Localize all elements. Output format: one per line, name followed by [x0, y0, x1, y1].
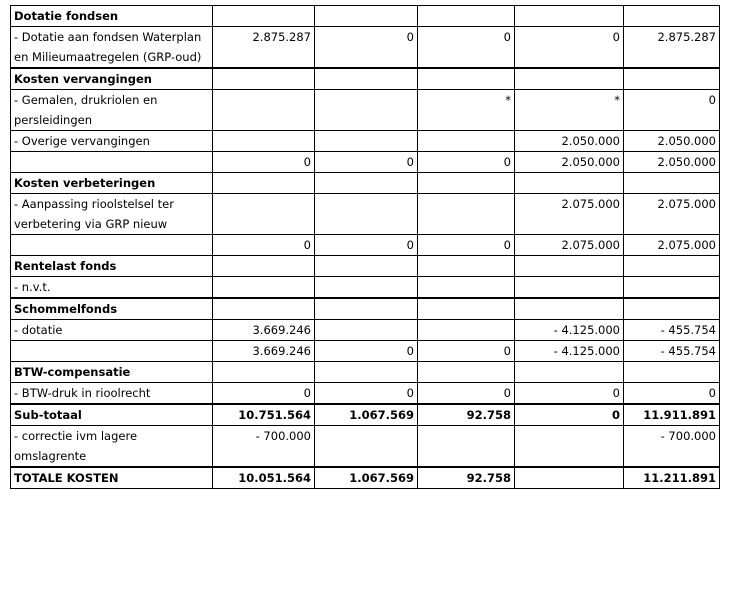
row-label-cell [11, 6, 213, 27]
value-cell [418, 194, 515, 235]
table-row [11, 27, 720, 68]
value-cell: - 455.754 [624, 341, 720, 362]
value-cell [515, 277, 624, 298]
value-cell [418, 131, 515, 152]
value-cell [315, 90, 418, 131]
table-row [11, 235, 720, 256]
row-label: - Aanpassing rioolstelsel ter verbetering via GRP nieuw [14, 197, 174, 231]
value-cell: 0 [418, 341, 515, 362]
value-cell: 0 [515, 27, 624, 68]
value-cell [418, 256, 515, 277]
row-label-cell [11, 383, 213, 404]
value-cell: 3.669.246 [213, 341, 315, 362]
row-label-cell [11, 235, 213, 256]
value-cell [624, 173, 720, 194]
section-header-row [11, 6, 720, 27]
value-cell [315, 426, 418, 467]
value-cell [515, 173, 624, 194]
value-cell [624, 277, 720, 298]
value-cell: 2.875.287 [624, 27, 720, 68]
value-cell: 0 [418, 383, 515, 404]
value-cell [624, 299, 720, 320]
value-cell [315, 256, 418, 277]
row-label-cell [11, 69, 213, 90]
value-cell: 0 [418, 152, 515, 173]
value-cell [515, 426, 624, 467]
row-label: - correctie ivm lagere omslagrente [14, 429, 138, 463]
row-label: - Overige vervangingen [14, 134, 150, 148]
value-cell: 92.758 [418, 405, 515, 426]
section-header-row [11, 69, 720, 90]
value-cell: 10.051.564 [213, 468, 315, 489]
section-header-row [11, 362, 720, 383]
value-cell [213, 131, 315, 152]
row-label-cell [11, 256, 213, 277]
row-label: BTW-compensatie [14, 365, 131, 379]
row-label-cell [11, 320, 213, 341]
value-cell [418, 299, 515, 320]
row-label-cell [11, 152, 213, 173]
value-cell [213, 173, 315, 194]
row-label-cell [11, 277, 213, 298]
row-label-cell [11, 426, 213, 467]
value-cell: 3.669.246 [213, 320, 315, 341]
table-row [11, 320, 720, 341]
value-cell [315, 69, 418, 90]
value-cell: 2.050.000 [624, 152, 720, 173]
value-cell: 10.751.564 [213, 405, 315, 426]
value-cell [213, 69, 315, 90]
value-cell [624, 256, 720, 277]
value-cell [213, 362, 315, 383]
value-cell [213, 194, 315, 235]
row-label: Schommelfonds [14, 302, 118, 316]
value-cell [515, 299, 624, 320]
value-cell: * [515, 90, 624, 131]
value-cell: 0 [315, 152, 418, 173]
value-cell [418, 6, 515, 27]
value-cell: 0 [515, 405, 624, 426]
value-cell: - 4.125.000 [515, 341, 624, 362]
value-cell: 0 [418, 27, 515, 68]
row-label: Dotatie fondsen [14, 9, 119, 23]
value-cell: 0 [315, 341, 418, 362]
value-cell [315, 277, 418, 298]
section-header-row [11, 299, 720, 320]
value-cell: 2.075.000 [515, 194, 624, 235]
value-cell: - 4.125.000 [515, 320, 624, 341]
row-label-cell [11, 405, 213, 426]
value-cell: 2.050.000 [515, 131, 624, 152]
value-cell [515, 468, 624, 489]
value-cell [213, 299, 315, 320]
row-label-cell [11, 468, 213, 489]
value-cell: - 455.754 [624, 320, 720, 341]
value-cell: 0 [418, 235, 515, 256]
row-label-cell [11, 173, 213, 194]
row-label: - n.v.t. [14, 280, 51, 294]
value-cell: 0 [515, 383, 624, 404]
value-cell: 2.875.287 [213, 27, 315, 68]
row-label: TOTALE KOSTEN [14, 471, 119, 485]
value-cell: 11.911.891 [624, 405, 720, 426]
row-label: - dotatie [14, 323, 63, 337]
table-row [11, 277, 720, 298]
value-cell [315, 131, 418, 152]
table-row [11, 383, 720, 404]
value-cell: 0 [315, 27, 418, 68]
value-cell [418, 69, 515, 90]
value-cell: 0 [213, 152, 315, 173]
value-cell: 0 [624, 383, 720, 404]
value-cell [315, 299, 418, 320]
table-row [11, 152, 720, 173]
table-row [11, 90, 720, 131]
value-cell [315, 362, 418, 383]
value-cell [418, 277, 515, 298]
value-cell: 2.075.000 [624, 194, 720, 235]
value-cell [315, 6, 418, 27]
value-cell: 11.211.891 [624, 468, 720, 489]
value-cell [315, 320, 418, 341]
table-row [11, 194, 720, 235]
value-cell [418, 362, 515, 383]
value-cell: - 700.000 [624, 426, 720, 467]
row-label: - Dotatie aan fondsen Waterplan en Milieumaatregelen (GRP-oud) [14, 30, 202, 64]
value-cell [418, 426, 515, 467]
section-header-row [11, 173, 720, 194]
row-label-cell [11, 90, 213, 131]
value-cell: 2.075.000 [624, 235, 720, 256]
row-label-cell [11, 27, 213, 68]
section-header-row [11, 468, 720, 489]
section-header-row [11, 405, 720, 426]
value-cell [213, 90, 315, 131]
value-cell [624, 69, 720, 90]
value-cell [315, 194, 418, 235]
value-cell: 92.758 [418, 468, 515, 489]
value-cell [515, 6, 624, 27]
cost-table [10, 5, 720, 489]
value-cell: - 700.000 [213, 426, 315, 467]
section-header-row [11, 256, 720, 277]
value-cell: 1.067.569 [315, 468, 418, 489]
table-row [11, 131, 720, 152]
value-cell [515, 256, 624, 277]
row-label: Sub-totaal [14, 408, 82, 422]
row-label: - BTW-druk in rioolrecht [14, 386, 151, 400]
value-cell [418, 173, 515, 194]
value-cell: 2.075.000 [515, 235, 624, 256]
row-label-cell [11, 131, 213, 152]
value-cell [515, 362, 624, 383]
value-cell: 0 [213, 235, 315, 256]
row-label: Rentelast fonds [14, 259, 117, 273]
row-label: Kosten vervangingen [14, 72, 152, 86]
value-cell [213, 256, 315, 277]
value-cell [624, 6, 720, 27]
cost-table-body [11, 6, 720, 489]
value-cell: * [418, 90, 515, 131]
value-cell: 0 [624, 90, 720, 131]
value-cell: 0 [315, 383, 418, 404]
value-cell: 0 [315, 235, 418, 256]
row-label: Kosten verbeteringen [14, 176, 156, 190]
row-label-cell [11, 194, 213, 235]
row-label-cell [11, 299, 213, 320]
value-cell [213, 277, 315, 298]
table-row [11, 426, 720, 467]
row-label: - Gemalen, drukriolen en persleidingen [14, 93, 158, 127]
value-cell [515, 69, 624, 90]
row-label-cell [11, 341, 213, 362]
value-cell [213, 6, 315, 27]
table-row [11, 341, 720, 362]
row-label-cell [11, 362, 213, 383]
value-cell: 1.067.569 [315, 405, 418, 426]
value-cell: 2.050.000 [515, 152, 624, 173]
value-cell [624, 362, 720, 383]
value-cell: 2.050.000 [624, 131, 720, 152]
value-cell [418, 320, 515, 341]
value-cell: 0 [213, 383, 315, 404]
value-cell [315, 173, 418, 194]
